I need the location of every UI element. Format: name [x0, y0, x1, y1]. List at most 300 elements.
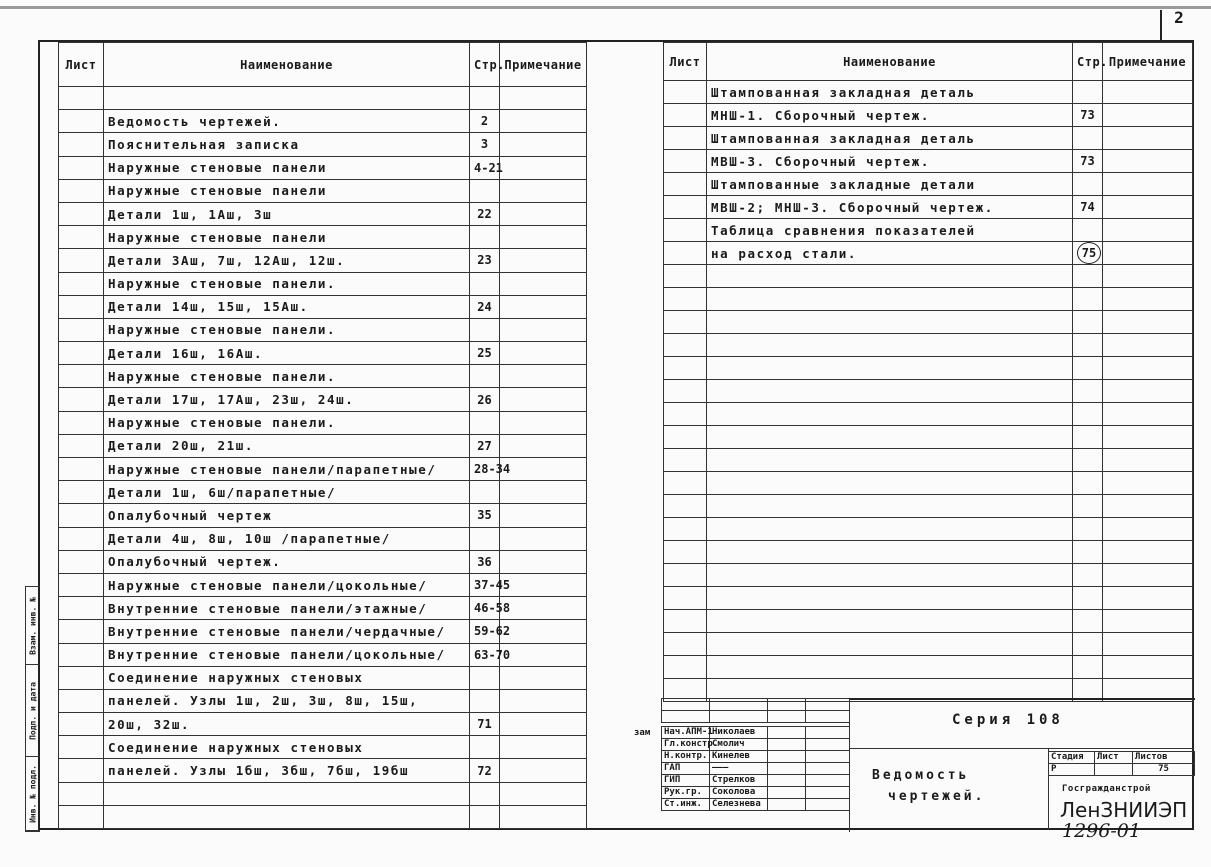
page-cell: 35: [470, 504, 500, 527]
page-cell: 4-21: [470, 156, 500, 179]
page-number-divider: [1160, 10, 1162, 40]
name-cell: Штампованная закладная деталь: [707, 81, 1073, 104]
sheet-cell: [664, 150, 707, 173]
table-row: [59, 87, 587, 110]
staff-name: Смолич: [710, 739, 768, 751]
sheet-cell: [59, 689, 104, 712]
empty-row: [664, 656, 1193, 679]
sheets-label: Листов: [1133, 752, 1195, 764]
empty-cell: [707, 610, 1073, 633]
org-ministry: Госгражданстрой: [1062, 784, 1151, 794]
name-cell: [104, 805, 470, 828]
sheet-value: [1095, 764, 1133, 776]
sheet-cell: [59, 713, 104, 736]
sheet-cell: [59, 434, 104, 457]
empty-cell: [1103, 656, 1193, 679]
empty-row: [664, 587, 1193, 610]
empty-cell: [1103, 380, 1193, 403]
page-cell: 27: [470, 434, 500, 457]
note-cell: [500, 713, 587, 736]
title-block-divider: [849, 748, 1194, 749]
empty-cell: [1103, 541, 1193, 564]
stage-label: Стадия: [1049, 752, 1095, 764]
sheet-label: Лист: [1095, 752, 1133, 764]
empty-cell: [1073, 334, 1103, 357]
page-cell: [470, 411, 500, 434]
name-cell: Соединение наружных стеновых: [104, 736, 470, 759]
staff-date: [806, 739, 850, 751]
table-row: [59, 179, 587, 202]
table-row: [59, 388, 587, 411]
name-cell: МНШ-1. Сборочный чертеж.: [707, 104, 1073, 127]
empty-cell: [1073, 472, 1103, 495]
empty-cell: [1073, 518, 1103, 541]
staff-date: [806, 763, 850, 775]
empty-cell: [664, 587, 707, 610]
page-cell: [470, 226, 500, 249]
note-cell: [500, 411, 587, 434]
page-cell: 63-70: [470, 643, 500, 666]
note-cell: [500, 504, 587, 527]
name-cell: Наружные стеновые панели: [104, 226, 470, 249]
name-cell: Наружные стеновые панели.: [104, 318, 470, 341]
sheet-cell: [59, 249, 104, 272]
title-block-top-cells: [661, 698, 850, 723]
sheet-cell: [59, 573, 104, 596]
empty-cell: [1103, 449, 1193, 472]
staff-row: [662, 787, 850, 799]
empty-cell: [707, 495, 1073, 518]
table-row: [59, 666, 587, 689]
table-row: [59, 597, 587, 620]
note-cell: [500, 805, 587, 828]
table-row: [59, 318, 587, 341]
table-row: [59, 458, 587, 481]
circled-page-number: 75: [1077, 242, 1101, 264]
name-cell: Пояснительная записка: [104, 133, 470, 156]
page-cell: [470, 782, 500, 805]
staff-row: [662, 751, 850, 763]
sheet-cell: [59, 550, 104, 573]
sheet-cell: [664, 219, 707, 242]
sheet-cell: [59, 110, 104, 133]
table-row: [59, 295, 587, 318]
left-drawing-list-table: [58, 42, 587, 829]
sheet-cell: [59, 643, 104, 666]
name-cell: [104, 782, 470, 805]
table-row: [59, 226, 587, 249]
staff-role: Н.контр.: [662, 751, 710, 763]
name-cell: Опалубочный чертеж.: [104, 550, 470, 573]
page-cell: 59-62: [470, 620, 500, 643]
stamp-label: Подп. и дата: [28, 681, 38, 740]
staff-date: [806, 751, 850, 763]
name-cell: Внутренние стеновые панели/чердачные/: [104, 620, 470, 643]
empty-cell: [707, 403, 1073, 426]
table-row: [664, 81, 1193, 104]
note-cell: [500, 597, 587, 620]
empty-cell: [664, 495, 707, 518]
staff-date: [806, 775, 850, 787]
table-row: [59, 782, 587, 805]
name-cell: Внутренние стеновые панели/цокольные/: [104, 643, 470, 666]
page-cell: [470, 272, 500, 295]
header-note: Примечание: [1103, 43, 1193, 81]
empty-cell: [707, 426, 1073, 449]
header-name: Наименование: [707, 43, 1073, 81]
name-cell: Наружные стеновые панели/парапетные/: [104, 458, 470, 481]
empty-cell: [707, 587, 1073, 610]
staff-name: Соколова: [710, 787, 768, 799]
staff-signature: [768, 799, 806, 811]
page-cell: [1073, 173, 1103, 196]
page-cell: [470, 666, 500, 689]
staff-role: ГИП: [662, 775, 710, 787]
empty-cell: [1103, 426, 1193, 449]
name-cell: Наружные стеновые панели.: [104, 411, 470, 434]
table-row: [59, 411, 587, 434]
sheet-cell: [59, 458, 104, 481]
stamp-label: Взам. инв. №: [28, 596, 38, 655]
empty-cell: [1103, 472, 1193, 495]
page-cell: 74: [1073, 196, 1103, 219]
empty-row: [664, 633, 1193, 656]
note-cell: [500, 759, 587, 782]
sheet-cell: [59, 272, 104, 295]
empty-cell: [664, 311, 707, 334]
page-cell: 24: [470, 295, 500, 318]
staff-row: [662, 763, 850, 775]
empty-cell: [707, 265, 1073, 288]
sheet-cell: [59, 504, 104, 527]
note-cell: [500, 87, 587, 110]
staff-signature: [768, 739, 806, 751]
top-edge-line: [0, 6, 1211, 9]
empty-cell: [1073, 656, 1103, 679]
empty-cell: [664, 265, 707, 288]
staff-name: Стрелков: [710, 775, 768, 787]
note-cell: [1103, 173, 1193, 196]
sheet-cell: [59, 666, 104, 689]
page-cell: [470, 179, 500, 202]
sheet-cell: [59, 411, 104, 434]
page-cell: 2: [470, 110, 500, 133]
empty-row: [664, 541, 1193, 564]
empty-cell: [664, 472, 707, 495]
empty-row: [664, 518, 1193, 541]
empty-row: [664, 472, 1193, 495]
note-cell: [500, 643, 587, 666]
staff-name: Николаев: [710, 727, 768, 739]
sheet-cell: [59, 318, 104, 341]
empty-cell: [1073, 495, 1103, 518]
page-cell: [1073, 219, 1103, 242]
table-row: [59, 736, 587, 759]
note-cell: [500, 226, 587, 249]
name-cell: Детали 1ш, 6ш/парапетные/: [104, 481, 470, 504]
note-cell: [500, 272, 587, 295]
page-cell: 28-34: [470, 458, 500, 481]
table-row: [664, 150, 1193, 173]
sheet-cell: [59, 179, 104, 202]
note-cell: [500, 689, 587, 712]
empty-cell: [1103, 633, 1193, 656]
sheet-cell: [59, 759, 104, 782]
sheet-cell: [664, 242, 707, 265]
staff-signature: [768, 763, 806, 775]
empty-row: [664, 426, 1193, 449]
name-cell: Опалубочный чертеж: [104, 504, 470, 527]
note-cell: [500, 110, 587, 133]
empty-cell: [1103, 610, 1193, 633]
zam-mark: зам: [634, 728, 651, 738]
table-row: [664, 196, 1193, 219]
empty-cell: [707, 518, 1073, 541]
empty-cell: [707, 472, 1073, 495]
staff-role: Нач.АПМ-1: [662, 727, 710, 739]
empty-cell: [664, 656, 707, 679]
table-row: [59, 365, 587, 388]
table-row: [664, 173, 1193, 196]
name-cell: Детали 14ш, 15ш, 15Аш.: [104, 295, 470, 318]
empty-cell: [1103, 587, 1193, 610]
table-row: [664, 242, 1193, 265]
doc-title-line2: чертежей.: [888, 789, 986, 804]
empty-cell: [664, 288, 707, 311]
name-cell: Детали 1ш, 1Аш, 3ш: [104, 202, 470, 225]
note-cell: [500, 156, 587, 179]
empty-cell: [1073, 311, 1103, 334]
staff-role: Рук.гр.: [662, 787, 710, 799]
empty-cell: [664, 380, 707, 403]
staff-row: [662, 739, 850, 751]
empty-cell: [707, 311, 1073, 334]
sheet-cell: [59, 87, 104, 110]
header-name: Наименование: [104, 43, 470, 87]
table-row: [59, 713, 587, 736]
empty-cell: [664, 541, 707, 564]
staff-date: [806, 727, 850, 739]
empty-row: [664, 334, 1193, 357]
table-row: [59, 434, 587, 457]
empty-cell: [1103, 564, 1193, 587]
empty-cell: [1103, 265, 1193, 288]
document-number: 1296-01: [1062, 820, 1141, 842]
page-cell: 72: [470, 759, 500, 782]
header-note: Примечание: [500, 43, 587, 87]
page-number: 2: [1174, 8, 1184, 27]
empty-cell: [707, 633, 1073, 656]
page-cell: 22: [470, 202, 500, 225]
empty-cell: [664, 334, 707, 357]
table-row: [59, 805, 587, 828]
page-cell: 73: [1073, 104, 1103, 127]
table-row: [59, 573, 587, 596]
sheet-cell: [59, 156, 104, 179]
name-cell: панелей. Узлы 1ш, 2ш, 3ш, 8ш, 15ш,: [104, 689, 470, 712]
empty-cell: [1103, 334, 1193, 357]
staff-role: ГАП: [662, 763, 710, 775]
note-cell: [500, 620, 587, 643]
name-cell: Детали 4ш, 8ш, 10ш /парапетные/: [104, 527, 470, 550]
sheet-cell: [664, 173, 707, 196]
name-cell: Наружные стеновые панели.: [104, 365, 470, 388]
page-cell: 71: [470, 713, 500, 736]
stamp-label: Инв. № подл.: [28, 764, 38, 823]
header-page: Стр.: [470, 43, 500, 87]
empty-cell: [1073, 610, 1103, 633]
table-row: [59, 759, 587, 782]
table-row: [59, 110, 587, 133]
sheet-cell: [664, 127, 707, 150]
name-cell: Детали 16ш, 16Аш.: [104, 342, 470, 365]
table-row: [59, 481, 587, 504]
staff-row: [662, 727, 850, 739]
sheet-cell: [59, 597, 104, 620]
staff-signature: [768, 751, 806, 763]
sheet-cell: [59, 736, 104, 759]
staff-role: Ст.инж.: [662, 799, 710, 811]
table-row: [59, 689, 587, 712]
note-cell: [500, 458, 587, 481]
staff-signature: [768, 727, 806, 739]
page-cell: 25: [470, 342, 500, 365]
empty-cell: [1103, 288, 1193, 311]
note-cell: [500, 295, 587, 318]
side-stamp: [25, 586, 40, 832]
sheets-value: 75: [1133, 764, 1195, 776]
page-cell: [470, 527, 500, 550]
empty-cell: [664, 449, 707, 472]
empty-cell: [664, 426, 707, 449]
sheet-cell: [59, 388, 104, 411]
header-sheet: Лист: [664, 43, 707, 81]
empty-cell: [1073, 449, 1103, 472]
empty-cell: [1073, 426, 1103, 449]
name-cell: Штампованные закладные детали: [707, 173, 1073, 196]
sheet-cell: [59, 481, 104, 504]
note-cell: [1103, 196, 1193, 219]
staff-row: [662, 799, 850, 811]
series-label: Серия 108: [952, 712, 1064, 728]
table-row: [59, 643, 587, 666]
page-cell: 36: [470, 550, 500, 573]
page-cell: [1073, 242, 1103, 265]
table-row: [59, 156, 587, 179]
table-row: [664, 127, 1193, 150]
note-cell: [1103, 127, 1193, 150]
empty-cell: [707, 357, 1073, 380]
empty-cell: [1073, 357, 1103, 380]
table-row: [664, 219, 1193, 242]
name-cell: Наружные стеновые панели: [104, 179, 470, 202]
page-cell: 3: [470, 133, 500, 156]
empty-cell: [1073, 380, 1103, 403]
sheet-cell: [664, 81, 707, 104]
name-cell: Штампованная закладная деталь: [707, 127, 1073, 150]
name-cell: Внутренние стеновые панели/этажные/: [104, 597, 470, 620]
empty-cell: [1073, 633, 1103, 656]
empty-row: [664, 564, 1193, 587]
name-cell: панелей. Узлы 1бш, 3бш, 7бш, 19бш: [104, 759, 470, 782]
title-block-staff: [661, 726, 850, 811]
staff-row: [662, 775, 850, 787]
name-cell: Детали 20ш, 21ш.: [104, 434, 470, 457]
note-cell: [500, 550, 587, 573]
name-cell: 20ш, 32ш.: [104, 713, 470, 736]
note-cell: [500, 342, 587, 365]
sheet-cell: [59, 202, 104, 225]
table-row: [664, 104, 1193, 127]
note-cell: [1103, 150, 1193, 173]
page-cell: [1073, 81, 1103, 104]
staff-name: Селезнева: [710, 799, 768, 811]
note-cell: [1103, 81, 1193, 104]
empty-row: [664, 403, 1193, 426]
empty-row: [664, 495, 1193, 518]
name-cell: [104, 87, 470, 110]
name-cell: Наружные стеновые панели/цокольные/: [104, 573, 470, 596]
stage-table: [1048, 751, 1195, 776]
empty-cell: [707, 288, 1073, 311]
empty-cell: [707, 449, 1073, 472]
note-cell: [500, 782, 587, 805]
name-cell: Таблица сравнения показателей: [707, 219, 1073, 242]
empty-cell: [1103, 403, 1193, 426]
empty-cell: [1073, 403, 1103, 426]
page-cell: [470, 318, 500, 341]
doc-title-line1: Ведомость: [872, 768, 970, 783]
empty-cell: [707, 334, 1073, 357]
note-cell: [500, 573, 587, 596]
note-cell: [500, 388, 587, 411]
sheet-cell: [59, 805, 104, 828]
empty-cell: [1103, 357, 1193, 380]
sheet-cell: [59, 527, 104, 550]
name-cell: Наружные стеновые панели: [104, 156, 470, 179]
note-cell: [500, 736, 587, 759]
empty-row: [664, 357, 1193, 380]
staff-date: [806, 799, 850, 811]
empty-cell: [1103, 495, 1193, 518]
table-row: [59, 342, 587, 365]
table-row: [59, 527, 587, 550]
empty-row: [664, 311, 1193, 334]
page-cell: 23: [470, 249, 500, 272]
note-cell: [500, 202, 587, 225]
note-cell: [500, 133, 587, 156]
name-cell: Детали 17ш, 17Аш, 23ш, 24ш.: [104, 388, 470, 411]
empty-row: [664, 449, 1193, 472]
page-cell: [470, 481, 500, 504]
staff-signature: [768, 787, 806, 799]
empty-cell: [707, 656, 1073, 679]
empty-cell: [664, 610, 707, 633]
page-cell: [470, 805, 500, 828]
name-cell: Детали 3Аш, 7ш, 12Аш, 12ш.: [104, 249, 470, 272]
page-cell: [470, 365, 500, 388]
table-row: [59, 620, 587, 643]
sheet-cell: [59, 133, 104, 156]
name-cell: Ведомость чертежей.: [104, 110, 470, 133]
sheet-cell: [664, 104, 707, 127]
header-sheet: Лист: [59, 43, 104, 87]
empty-cell: [1103, 518, 1193, 541]
empty-cell: [664, 518, 707, 541]
empty-cell: [1103, 311, 1193, 334]
note-cell: [1103, 242, 1193, 265]
table-row: [59, 249, 587, 272]
